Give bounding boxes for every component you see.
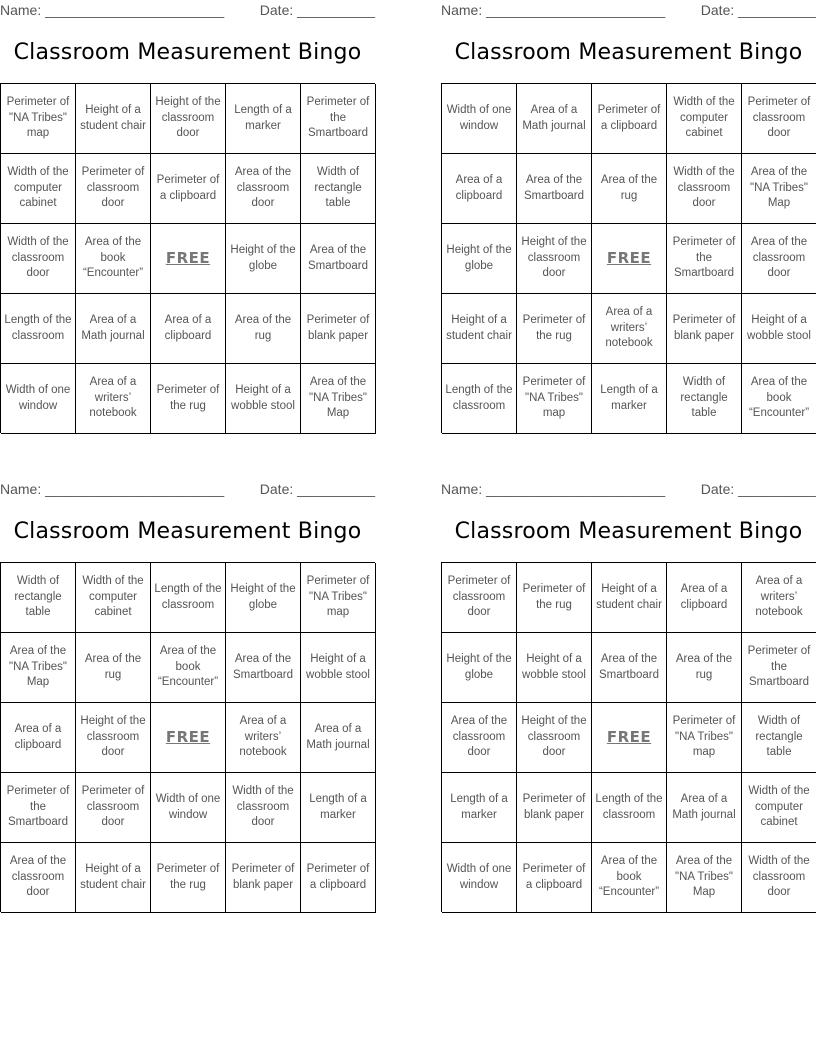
bingo-cell: Area of a Math journal: [76, 294, 151, 364]
bingo-cell: Height of the globe: [442, 633, 517, 703]
bingo-cell: Length of a marker: [301, 773, 376, 843]
bingo-cell: Width of the computer cabinet: [667, 84, 742, 154]
bingo-cell: Area of the rug: [667, 633, 742, 703]
bingo-cell: Width of the classroom door: [742, 843, 816, 913]
bingo-cell: Width of one window: [151, 773, 226, 843]
date-label: Date: __________: [259, 481, 375, 497]
bingo-cell: Width of the classroom door: [1, 224, 76, 294]
bingo-cell: Perimeter of the Smartboard: [742, 633, 816, 703]
bingo-cell: Perimeter of the rug: [517, 563, 592, 633]
bingo-cell: Height of the classroom door: [76, 703, 151, 773]
bingo-cell: Width of one window: [442, 84, 517, 154]
card-title: Classroom Measurement Bingo: [454, 40, 803, 65]
bingo-cell: Area of the "NA Tribes" Map: [1, 633, 76, 703]
bingo-cell: Area of the Smartboard: [226, 633, 301, 703]
bingo-cell: Height of a student chair: [592, 563, 667, 633]
name-label: Name: _______________________: [0, 2, 225, 18]
bingo-cell: Length of a marker: [226, 84, 301, 154]
card-title: Classroom Measurement Bingo: [13, 40, 362, 65]
bingo-grid: [441, 562, 816, 912]
bingo-card-3: [0, 479, 375, 919]
bingo-cell: Area of the classroom door: [742, 224, 816, 294]
bingo-cell: Height of a wobble stool: [517, 633, 592, 703]
bingo-cell: Perimeter of blank paper: [517, 773, 592, 843]
bingo-cell: Area of the "NA Tribes" Map: [301, 364, 376, 434]
bingo-cell: Width of the computer cabinet: [76, 563, 151, 633]
bingo-cell: Area of the classroom door: [442, 703, 517, 773]
bingo-cell: Width of rectangle table: [742, 703, 816, 773]
bingo-cell: Height of a wobble stool: [226, 364, 301, 434]
free-space-cell: FREE: [592, 703, 667, 773]
bingo-cell: Area of a writers’ notebook: [76, 364, 151, 434]
bingo-cell: Width of the computer cabinet: [742, 773, 816, 843]
bingo-cell: Area of the book “Encounter”: [592, 843, 667, 913]
bingo-cell: Area of the classroom door: [226, 154, 301, 224]
name-date-line: [0, 2, 375, 20]
free-space-cell: FREE: [151, 224, 226, 294]
bingo-cell: Height of a wobble stool: [742, 294, 816, 364]
bingo-cell: Perimeter of the Smartboard: [667, 224, 742, 294]
bingo-cell: Area of the Smartboard: [301, 224, 376, 294]
card-title: Classroom Measurement Bingo: [454, 519, 803, 544]
bingo-cell: Area of a clipboard: [1, 703, 76, 773]
bingo-grid: [0, 562, 375, 912]
bingo-cell: Perimeter of classroom door: [76, 154, 151, 224]
bingo-cell: Area of the Smartboard: [592, 633, 667, 703]
date-label: Date: __________: [700, 2, 816, 18]
bingo-cell: Perimeter of classroom door: [442, 563, 517, 633]
bingo-cell: Width of rectangle table: [301, 154, 376, 224]
bingo-cell: Area of a Math journal: [667, 773, 742, 843]
bingo-cell: Length of the classroom: [442, 364, 517, 434]
bingo-cell: Height of a student chair: [76, 843, 151, 913]
name-label: Name: _______________________: [441, 481, 666, 497]
bingo-cell: Height of a wobble stool: [301, 633, 376, 703]
bingo-cell: Perimeter of blank paper: [301, 294, 376, 364]
bingo-cell: Area of the "NA Tribes" Map: [667, 843, 742, 913]
bingo-cell: Width of the classroom door: [667, 154, 742, 224]
bingo-cell: Area of the book “Encounter”: [76, 224, 151, 294]
bingo-cell: Area of a writers’ notebook: [742, 563, 816, 633]
bingo-card-4: [441, 479, 816, 919]
name-date-line: [441, 2, 816, 20]
bingo-cell: Height of the globe: [226, 563, 301, 633]
bingo-cell: Length of a marker: [442, 773, 517, 843]
free-space-cell: FREE: [592, 224, 667, 294]
bingo-cell: Perimeter of the Smartboard: [1, 773, 76, 843]
bingo-cell: Length of the classroom: [1, 294, 76, 364]
name-date-line: [0, 481, 375, 499]
bingo-cell: Height of a student chair: [76, 84, 151, 154]
bingo-cell: Width of one window: [1, 364, 76, 434]
bingo-cell: Perimeter of a clipboard: [301, 843, 376, 913]
bingo-cell: Length of a marker: [592, 364, 667, 434]
bingo-cell: Length of the classroom: [151, 563, 226, 633]
bingo-cell: Area of a writers’ notebook: [592, 294, 667, 364]
bingo-cell: Width of rectangle table: [667, 364, 742, 434]
bingo-grid: [441, 83, 816, 433]
bingo-cell: Area of a Math journal: [517, 84, 592, 154]
bingo-cell: Perimeter of "NA Tribes" map: [667, 703, 742, 773]
bingo-cell: Width of rectangle table: [1, 563, 76, 633]
bingo-card-1: [0, 0, 375, 440]
bingo-cell: Height of the classroom door: [151, 84, 226, 154]
bingo-cell: Area of the book “Encounter”: [742, 364, 816, 434]
bingo-cell: Perimeter of the Smartboard: [301, 84, 376, 154]
bingo-cell: Height of the classroom door: [517, 224, 592, 294]
bingo-cell: Width of the classroom door: [226, 773, 301, 843]
bingo-cell: Area of the Smartboard: [517, 154, 592, 224]
bingo-cell: Area of the book “Encounter”: [151, 633, 226, 703]
bingo-cell: Area of a writers’ notebook: [226, 703, 301, 773]
bingo-cell: Height of the globe: [442, 224, 517, 294]
card-title: Classroom Measurement Bingo: [13, 519, 362, 544]
bingo-cell: Perimeter of "NA Tribes" map: [301, 563, 376, 633]
bingo-cell: Perimeter of the rug: [151, 843, 226, 913]
bingo-cell: Area of the rug: [592, 154, 667, 224]
bingo-card-2: [441, 0, 816, 440]
bingo-cell: Area of the rug: [76, 633, 151, 703]
bingo-cell: Area of the rug: [226, 294, 301, 364]
date-label: Date: __________: [259, 2, 375, 18]
name-label: Name: _______________________: [0, 481, 225, 497]
bingo-cell: Perimeter of blank paper: [226, 843, 301, 913]
bingo-cell: Area of the classroom door: [1, 843, 76, 913]
bingo-cell: Length of the classroom: [592, 773, 667, 843]
bingo-cell: Height of a student chair: [442, 294, 517, 364]
bingo-cell: Area of a clipboard: [151, 294, 226, 364]
bingo-cell: Perimeter of a clipboard: [517, 843, 592, 913]
bingo-cell: Width of the computer cabinet: [1, 154, 76, 224]
bingo-cell: Height of the globe: [226, 224, 301, 294]
bingo-cell: Perimeter of classroom door: [742, 84, 816, 154]
free-space-cell: FREE: [151, 703, 226, 773]
bingo-cell: Area of a clipboard: [667, 563, 742, 633]
name-date-line: [441, 481, 816, 499]
bingo-cell: Perimeter of a clipboard: [592, 84, 667, 154]
bingo-cell: Perimeter of classroom door: [76, 773, 151, 843]
bingo-grid: [0, 83, 375, 433]
bingo-cell: Area of the "NA Tribes" Map: [742, 154, 816, 224]
bingo-cell: Perimeter of "NA Tribes" map: [1, 84, 76, 154]
bingo-cell: Perimeter of the rug: [151, 364, 226, 434]
bingo-cell: Area of a Math journal: [301, 703, 376, 773]
bingo-cell: Width of one window: [442, 843, 517, 913]
bingo-cell: Perimeter of a clipboard: [151, 154, 226, 224]
name-label: Name: _______________________: [441, 2, 666, 18]
bingo-cell: Perimeter of the rug: [517, 294, 592, 364]
bingo-cell: Perimeter of blank paper: [667, 294, 742, 364]
date-label: Date: __________: [700, 481, 816, 497]
bingo-cell: Height of the classroom door: [517, 703, 592, 773]
bingo-cell: Perimeter of "NA Tribes" map: [517, 364, 592, 434]
bingo-cell: Area of a clipboard: [442, 154, 517, 224]
